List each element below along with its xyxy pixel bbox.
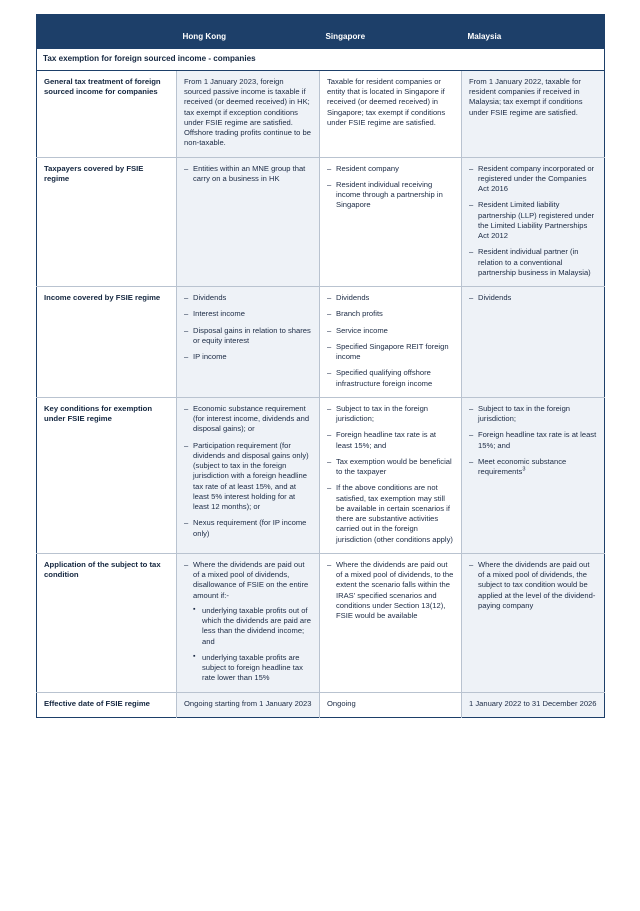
row-label-key-conditions: Key conditions for exemption under FSIE regime [37,397,177,553]
list-item-text: Where the dividends are paid out of a mixed pool of dividends, disallowance of FSIE on the entire amount if:- [193,559,309,600]
list-item: – Tax exemption would be beneficial to the taxpayer [327,457,454,478]
list-item: – Dividends [469,293,597,303]
list-item: – Interest income [184,309,312,319]
header-cell-hong-kong: Hong Kong [177,15,320,49]
table-row [37,287,605,398]
list [469,164,597,279]
row-label-income-covered: Income covered by FSIE regime [37,287,177,398]
list-item: – If the above conditions are not satisfied, tax exemption may still be available in certain scenarios if there are substantive activities carried out in the foreign jurisdiction (other conditions apply) [327,483,454,545]
list-item: – Specified qualifying offshore infrastructure foreign income [327,368,454,389]
table-row [37,553,605,692]
list-item: – Branch profits [327,309,454,319]
footnote-marker: 3 [522,466,526,473]
sub-list-item: ▪ underlying taxable profits out of which the dividends are paid are less than the dividend income; and [193,606,312,647]
sub-list-item: ▪ underlying taxable profits are subject to foreign headline tax rate lower than 15% [193,653,312,684]
list-item [184,560,312,684]
header-row [37,15,605,49]
list-item: – Resident company [327,164,454,174]
row-label-effective-date: Effective date of FSIE regime [37,692,177,717]
cell-text: From 1 January 2023, foreign sourced passive income is taxable if received (or deemed received) in HK; tax exempt if exception conditions under FSIE regime are satisfied. Offshore trading profits continue to be non-taxable. [184,76,311,148]
table-row [37,70,605,157]
cell-my-subject-to-tax-condition [462,553,605,692]
cell-hk-taxpayers-covered [177,157,320,287]
list-item: – Where the dividends are paid out of a mixed pool of dividends, to the extent the scenario falls within the IRAS' specified scenarios and conditions under Section 13(12), FSIE would be available [327,560,454,622]
cell-sg-subject-to-tax-condition [320,553,462,692]
cell-my-general-treatment [462,70,605,157]
cell-text: Taxable for resident companies or entity that is located in Singapore if received (or deemed received) in Singapore; tax exempt if conditions under FSIE regime are satisfied. [327,76,446,127]
list-item: – Resident individual partner (in relation to a conventional partnership business in Malaysia) [469,247,597,278]
cell-text: Ongoing [327,698,356,708]
list [184,560,312,684]
list-item: – Foreign headline tax rate is at least 15%; and [327,430,454,451]
list-item: – Entities within an MNE group that carry on a business in HK [184,164,312,185]
section-title-row [37,49,605,71]
list-item: – Resident company incorporated or registered under the Companies Act 2016 [469,164,597,195]
header-cell-blank [37,15,177,49]
cell-text: From 1 January 2022, taxable for resident companies if received in Malaysia; tax exempt if conditions under FSIE regime are satisfied. [469,76,583,117]
cell-my-income-covered [462,287,605,398]
cell-sg-taxpayers-covered [320,157,462,287]
sub-list [193,606,312,684]
list-item: – Disposal gains in relation to shares or equity interest [184,326,312,347]
list [184,404,312,539]
cell-hk-general-treatment [177,70,320,157]
table-row [37,157,605,287]
list [469,560,597,611]
comparison-table [36,14,605,718]
list-item: – Foreign headline tax rate is at least 15%; and [469,430,597,451]
list-item: – Resident individual receiving income through a partnership in Singapore [327,180,454,211]
cell-my-key-conditions [462,397,605,553]
table-header [37,15,605,49]
list [327,560,454,622]
list [469,404,597,478]
list-item: – Economic substance requirement (for interest income, dividends and disposal gains); or [184,404,312,435]
list-item: – Dividends [327,293,454,303]
list [327,293,454,389]
list-item: – Nexus requirement (for IP income only) [184,518,312,539]
list [327,404,454,545]
cell-hk-subject-to-tax-condition [177,553,320,692]
list-item-text: Meet economic substance requirements [478,456,567,477]
cell-text: 1 January 2022 to 31 December 2026 [469,698,597,708]
list [327,164,454,211]
cell-hk-effective-date [177,692,320,717]
list [469,293,597,303]
cell-my-effective-date [462,692,605,717]
row-label-subject-to-tax-condition: Application of the subject to tax condition [37,553,177,692]
list-item: – Service income [327,326,454,336]
cell-my-taxpayers-covered [462,157,605,287]
list-item: – Resident Limited liability partnership (LLP) registered under the Limited Liability Partnerships Act 2012 [469,200,597,241]
header-cell-singapore: Singapore [320,15,462,49]
list-item: – Subject to tax in the foreign jurisdiction; [327,404,454,425]
section-title: Tax exemption for foreign sourced income - companies [37,49,605,71]
cell-hk-key-conditions [177,397,320,553]
list [184,293,312,362]
cell-sg-general-treatment [320,70,462,157]
list-item: – Specified Singapore REIT foreign income [327,342,454,363]
list-item: – Dividends [184,293,312,303]
table-row [37,397,605,553]
row-label-taxpayers-covered: Taxpayers covered by FSIE regime [37,157,177,287]
row-label-general-treatment: General tax treatment of foreign sourced income for companies [37,70,177,157]
cell-text: Ongoing starting from 1 January 2023 [184,698,312,708]
list-item: – Where the dividends are paid out of a mixed pool of dividends, the subject to tax condition would be applied at the level of the dividend-paying company [469,560,597,611]
list-item: – Subject to tax in the foreign jurisdiction; [469,404,597,425]
cell-sg-effective-date [320,692,462,717]
list [184,164,312,185]
list-item [469,457,597,478]
table-body [37,49,605,718]
list-item: – IP income [184,352,312,362]
cell-sg-key-conditions [320,397,462,553]
header-cell-malaysia: Malaysia [462,15,605,49]
cell-sg-income-covered [320,287,462,398]
list-item: – Participation requirement (for dividends and disposal gains only) (subject to tax in the foreign jurisdiction with a foreign headline tax rate of at least 15%, and at least 5% interest holding for at least 12 months); or [184,441,312,513]
table-row [37,692,605,717]
cell-hk-income-covered [177,287,320,398]
